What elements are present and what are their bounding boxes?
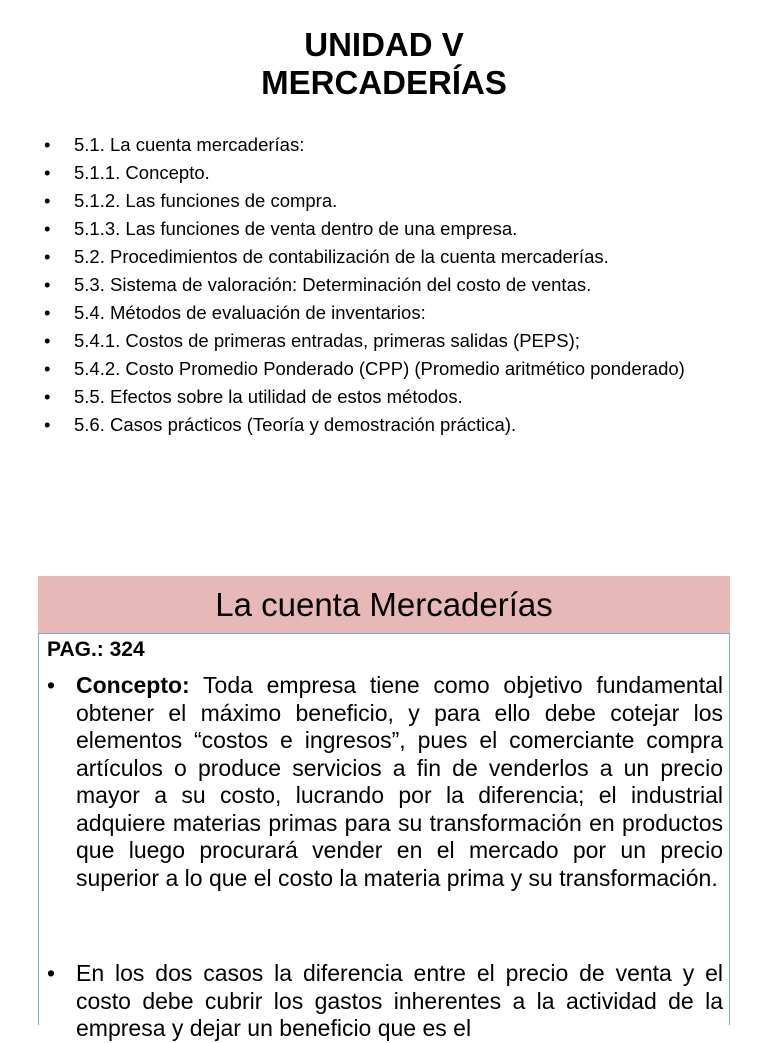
slide-header <box>38 576 730 633</box>
list-item-text: 5.1.2. Las funciones de compra. <box>74 190 338 211</box>
list-item-text: 5.6. Casos prácticos (Teoría y demostración práctica). <box>74 414 517 435</box>
list-item-text: 5.4.2. Costo Promedio Ponderado (CPP) (Promedio aritmético ponderado) <box>74 358 685 379</box>
list-item <box>42 386 722 408</box>
bullet-icon: • <box>44 414 51 435</box>
bullet-icon: • <box>44 274 51 295</box>
list-item-text: 5.3. Sistema de valoración: Determinación del costo de ventas. <box>74 274 592 295</box>
bullet-icon: • <box>47 960 56 986</box>
list-item-text: 5.1.1. Concepto. <box>74 162 210 183</box>
list-item <box>42 218 722 240</box>
bullet-icon: • <box>47 672 56 698</box>
list-item-text: 5.4.1. Costos de primeras entradas, primeras salidas (PEPS); <box>74 330 580 351</box>
concept-text <box>76 672 723 892</box>
list-item-text: 5.1.3. Las funciones de venta dentro de una empresa. <box>74 218 518 239</box>
title-line-unit: UNIDAD V <box>304 26 464 63</box>
list-item-text: 5.5. Efectos sobre la utilidad de estos métodos. <box>74 386 463 407</box>
bullet-icon: • <box>44 246 51 267</box>
list-item <box>42 190 722 212</box>
bullet-icon: • <box>44 162 51 183</box>
second-paragraph-text: En los dos casos la diferencia entre el precio de venta y el costo debe cubrir los gastos inherentes a la actividad de la empresa y dejar un beneficio que es el <box>76 960 723 1041</box>
concept-body: Toda empresa tiene como objetivo fundamental obtener el máximo beneficio, y para ello debe cotejar los elementos “costos e ingresos”, pues el comerciante compra artículos o produce servicios a fin de venderlos a un precio mayor a su costo, lucrando por la diferencia; el industrial adquiere materias primas para su transformación en productos que luego procurará vender en el mercado por un precio superior a lo que el costo la materia prima y su transformación. <box>76 672 723 891</box>
list-item <box>42 246 722 268</box>
list-item <box>42 330 722 352</box>
list-item-text: 5.2. Procedimientos de contabilización de la cuenta mercaderías. <box>74 246 609 267</box>
bullet-icon: • <box>44 190 51 211</box>
topic-list <box>42 134 722 442</box>
list-item-text: 5.4. Métodos de evaluación de inventarios: <box>74 302 426 323</box>
bullet-icon: • <box>44 358 51 379</box>
concept-paragraph <box>47 672 723 892</box>
list-item-text: 5.1. La cuenta mercaderías: <box>74 134 305 155</box>
page-reference: PAG.: 324 <box>47 638 145 661</box>
bullet-icon: • <box>44 218 51 239</box>
bullet-icon: • <box>44 330 51 351</box>
second-paragraph <box>47 960 723 1043</box>
slide-title <box>0 26 768 102</box>
concept-label: Concepto: <box>76 672 190 698</box>
slide-header-title: La cuenta Mercaderías <box>215 585 553 623</box>
list-item <box>42 358 722 380</box>
list-item <box>42 134 722 156</box>
title-line-topic: MERCADERÍAS <box>261 64 507 101</box>
bullet-icon: • <box>44 134 51 155</box>
bullet-icon: • <box>44 386 51 407</box>
list-item <box>42 302 722 324</box>
list-item <box>42 274 722 296</box>
second-slide <box>38 576 730 1041</box>
list-item <box>42 162 722 184</box>
list-item <box>42 414 722 436</box>
bullet-icon: • <box>44 302 51 323</box>
slide-body <box>38 633 730 1041</box>
